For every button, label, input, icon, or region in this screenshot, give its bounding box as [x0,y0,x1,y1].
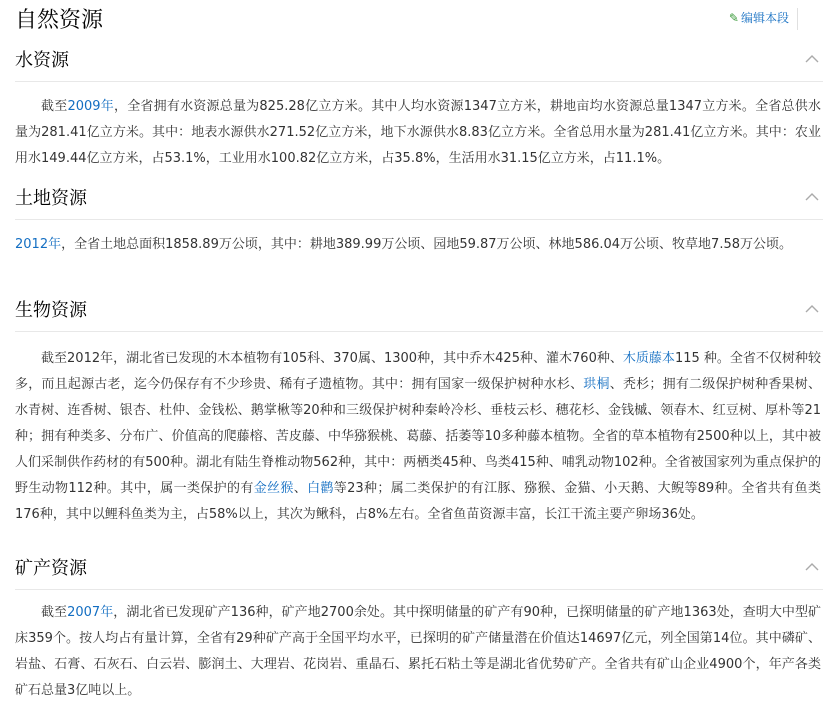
section-divider [15,81,823,82]
section-header [0,180,835,220]
section-header [0,42,835,82]
paragraph-text: 、 [293,481,308,496]
section-paragraph [15,94,821,172]
paragraph-text: ，全省土地总面积1858.89万公顷，其中：耕地389.99万公顷、园地59.87万公顷、林地586.04万公顷、牧草地7.58万公顷。 [61,237,792,252]
section-title: 水资源 [15,50,69,71]
section-paragraph [15,346,821,528]
section-header [0,292,835,332]
chevron-up-icon[interactable] [805,192,819,202]
paragraph-text: ，湖北省已发现矿产136种，矿产地2700余处。其中探明储量的矿产有90种，已探明储量的矿产地1363处，查明大中型矿床359个。按人均占有量计算，全省有29种矿产高于全国平均水平，已探明的矿产储量潜在价值达14697亿元，列全国第14位。其中磷矿、岩盐、石膏、石灰石、白云岩、膨润土、大理岩、花岗岩、重晶石、累托石粘土等是湖北省优势矿产。全省共有矿山企业4900个，年产各类矿石总量3亿吨以上。 [15,605,821,698]
inline-link[interactable]: 2007年 [67,605,114,620]
pencil-icon: ✎ [728,11,739,25]
page-title: 自然资源 [15,8,104,33]
section-title: 土地资源 [15,188,87,209]
section-land [0,180,835,252]
section-paragraph [15,600,821,704]
inline-link[interactable]: 珙桐 [583,377,610,392]
section-title: 生物资源 [15,300,87,321]
chevron-up-icon[interactable] [805,562,819,572]
chevron-up-icon[interactable] [805,304,819,314]
section-divider [15,331,823,332]
section-title: 矿产资源 [15,558,87,579]
edit-section-link[interactable] [729,9,789,27]
paragraph-text: 截至 [41,605,68,620]
inline-link[interactable]: 金丝猴 [253,481,294,496]
paragraph-text: 、秃杉；拥有二级保护树种香果树、水青树、连香树、银杏、杜仲、金钱松、鹅掌楸等20种和三级保护树种秦岭冷杉、垂枝云杉、穗花杉、金钱槭、领春木、红豆树、厚朴等21种；拥有种类多、分布广、价值高的爬藤榕、苦皮藤、中华猕猴桃、葛藤、括萎等10多种藤本植物。全省的草本植物有2500种以上，其中被人们采制供作药材的有500种。湖北有陆生脊椎动物562种，其中：两栖类45种、鸟类415种、哺乳动物102种。全省被国家列为重点保护的野生动物112种。其中，属一类保护的有 [15,377,821,496]
section-divider [15,589,823,590]
inline-link[interactable]: 2009年 [67,99,114,114]
paragraph-text: 等23种；属二类保护的有江豚、猕猴、金猫、小天鹅、大鲵等89种。全省共有鱼类176种，其中以鲤科鱼类为主，占58%以上，其次为鳅科，占8%左右。全省鱼苗资源丰富，长江干流主要产卵场36处。 [15,481,821,522]
section-divider [15,219,823,220]
paragraph-text: 115 种。全省不仅树种较多，而且起源古老，迄今仍保存有不少珍贵、稀有孑遗植物。其中：拥有国家一级保护树种水杉、 [15,351,821,392]
toolbar-divider [797,8,798,30]
inline-link[interactable]: 白鹳 [307,481,334,496]
paragraph-text: 截至2012年，湖北省已发现的木本植物有105科、370属、1300种，其中乔木425种、灌木760种、 [41,351,623,366]
section-water [0,42,835,166]
inline-link[interactable]: 木质藤本 [622,351,675,366]
chevron-up-icon[interactable] [805,54,819,64]
section-biology [0,292,835,522]
section-header [0,550,835,590]
section-paragraph [15,232,821,258]
inline-link[interactable]: 2012年 [15,237,62,252]
edit-section-label: 编辑本段 [740,11,789,25]
paragraph-text: ，全省拥有水资源总量为825.28亿立方米。其中人均水资源1347立方米，耕地亩均水资源总量1347立方米。全省总供水量为281.41亿立方米。其中：地表水源供水271.52亿立方米，地下水源供水8.83亿立方米。全省总用水量为281.41亿立方米。其中：农业用水149.44亿立方米，占53.1%，工业用水100.82亿立方米，占35.8%，生活用水31.15亿立方米，占11.1%。 [15,99,821,166]
paragraph-text: 截至 [41,99,68,114]
section-minerals [0,550,835,698]
